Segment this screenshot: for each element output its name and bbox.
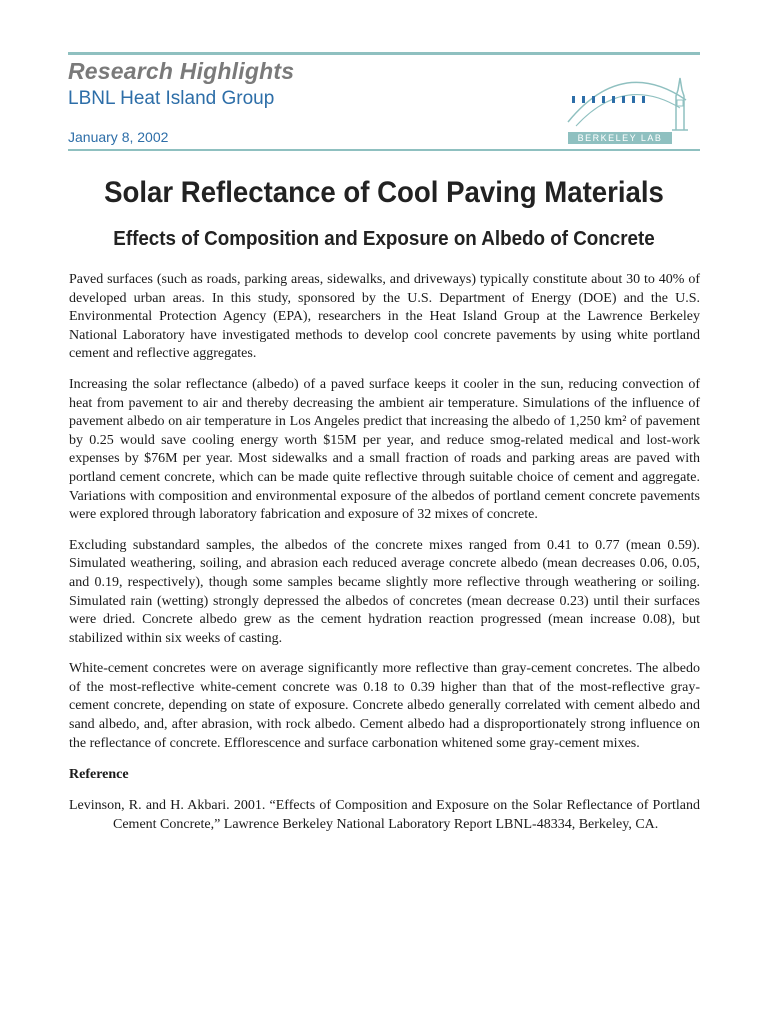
page-title: Solar Reflectance of Cool Paving Materials [104,176,664,209]
article-body [69,271,700,846]
reference-heading: Reference [69,767,129,783]
publication-date: January 8, 2002 [68,129,169,145]
series-title: Research Highlights [68,58,295,84]
reference-citation: Levinson, R. and H. Akbari. 2001. “Effects of Composition and Exposure on the Solar Reflectance of Portland Cement Concrete,” Lawrence Berkeley National Laboratory Report LBNL-48334, Berkeley, CA. [69,798,700,832]
page-subtitle: Effects of Composition and Exposure on Albedo of Concrete [113,228,655,250]
paragraph: Increasing the solar reflectance (albedo) of a paved surface keeps it cooler in the sun, reducing convection of heat from pavement to air and thereby decreasing the ambient air temperature. Simulations of the influence of pavement albedo on air temperature in Los Angeles predict that increasing the albedo of 1,250 km² of pavement by 0.25 would save cooling energy worth $15M per year, and reduce smog-related medical and lost-work expenses by $76M per year. Most sidewalks and a small fraction of roads and parking areas are paved with portland cement concrete, which can be made quite reflective through suitable choice of cement and aggregate. Variations with composition and environmental exposure of the albedos of portland cement concrete pavements were explored through laboratory fabrication and exposure of 32 mixes of concrete. [69,376,700,523]
logo-label: BERKELEY LAB [568,132,672,144]
paragraph: White-cement concretes were on average significantly more reflective than gray-cement concretes. The albedo of the most-reflective white-cement concrete was 0.18 to 0.39 higher than that of the most-reflective gray-cement concrete, depending on state of exposure. Concrete albedo generally correlated with cement albedo and sand albedo, and, after abrasion, with rock albedo. Cement albedo had a disproportionately strong influence on the reflectance of concrete. Efflorescence and surface carbonation whitened some gray-cement mixes. [69,661,700,751]
header-bottom-rule [68,149,700,151]
paragraph: Paved surfaces (such as roads, parking areas, sidewalks, and driveways) typically constitute about 30 to 40% of developed urban areas. In this study, sponsored by the U.S. Department of Energy (DOE) and the U.S. Environmental Protection Agency (EPA), researchers in the Heat Island Group at the Lawrence Berkeley National Laboratory have investigated methods to develop cool concrete pavements by using white portland cement and reflective aggregates. [69,272,700,362]
paragraph: Excluding substandard samples, the albedos of the concrete mixes ranged from 0.41 to 0.77 (mean 0.59). Simulated weathering, soiling, and abrasion each reduced average concrete albedo (mean decreases 0.06, 0.05, and 0.19, respectively), though some samples became slightly more reflective through weathering or soiling. Simulated rain (wetting) strongly depressed the albedos of concretes (mean decrease 0.23) until their surfaces were dried. Concrete albedo grew as the cement hydration reaction progressed (mean increase 0.08), but stabilized within six weeks of casting. [69,537,700,646]
group-name: LBNL Heat Island Group [68,88,275,109]
header-top-rule [68,52,700,55]
